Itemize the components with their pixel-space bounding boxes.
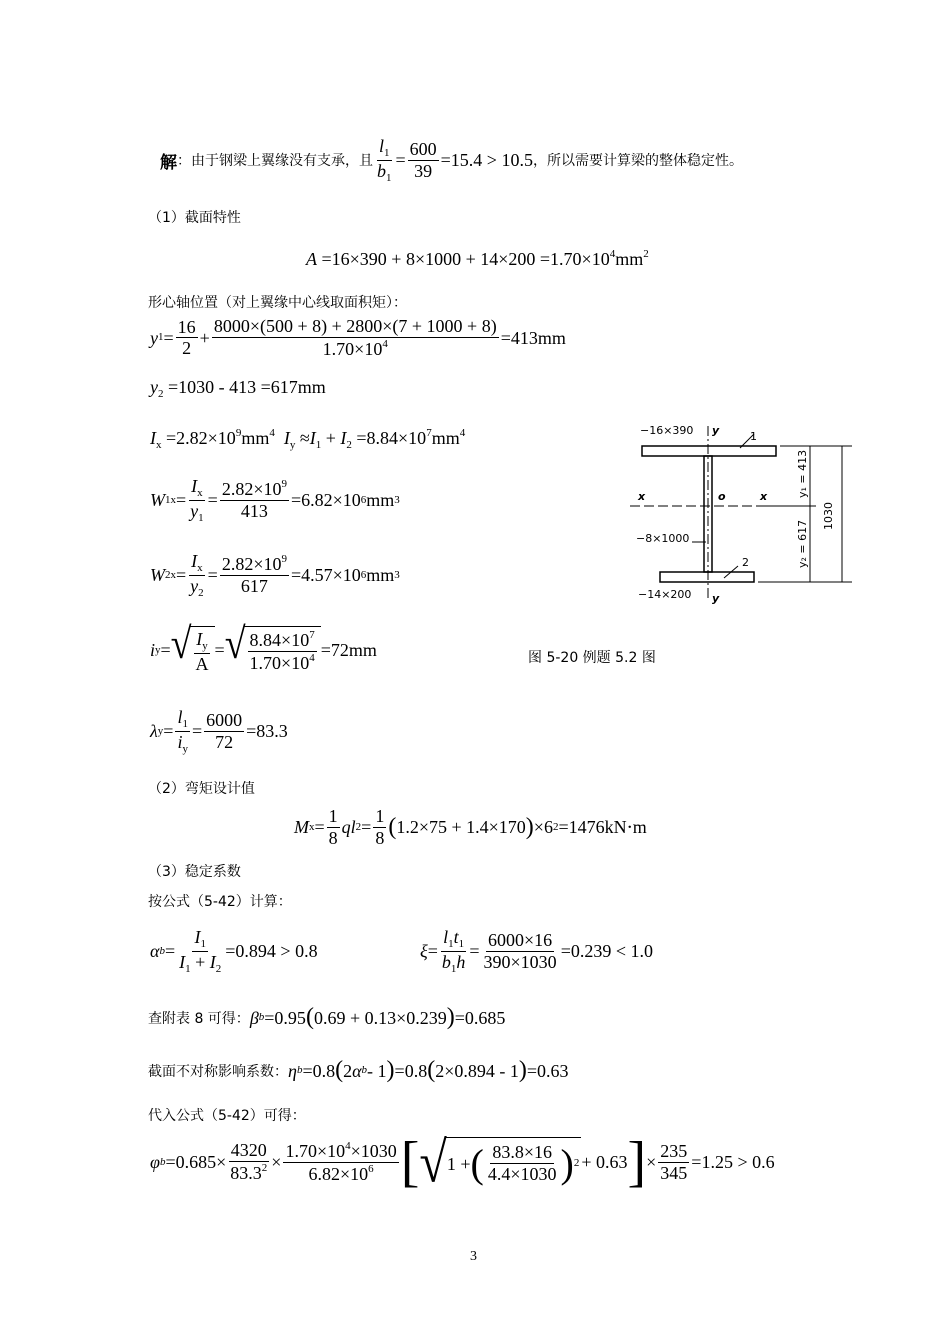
inner2: 2×0.894 - 1 bbox=[435, 1060, 519, 1081]
den: 617 bbox=[240, 576, 268, 597]
phi-sub: b bbox=[159, 1155, 166, 1168]
w1x-formula bbox=[150, 476, 400, 524]
moment-formula bbox=[294, 806, 647, 848]
den-exp: 2 bbox=[261, 1162, 268, 1174]
num-t-sub: 1 bbox=[458, 938, 465, 950]
result-exp: 6 bbox=[360, 568, 367, 581]
num-sub: 1 bbox=[200, 938, 206, 950]
frac-4320 bbox=[228, 1140, 269, 1183]
ix-unit: mm bbox=[241, 428, 270, 448]
beta-expr: =0.95 bbox=[264, 1007, 306, 1028]
result: =72mm bbox=[320, 640, 377, 661]
b1-symbol: b bbox=[377, 160, 386, 181]
iy-exp: 7 bbox=[426, 427, 432, 439]
alpha-sub: b bbox=[361, 1064, 368, 1076]
frac-83-8 bbox=[486, 1142, 559, 1184]
plus: + bbox=[199, 327, 210, 348]
num-sub: y bbox=[202, 640, 208, 652]
mark-2: 2 bbox=[742, 556, 749, 569]
num: I bbox=[196, 629, 203, 649]
web-label: −8×1000 bbox=[636, 532, 690, 545]
inner: 1.2×75 + 1.4×170 bbox=[396, 817, 526, 838]
y1-frac-1 bbox=[176, 317, 198, 359]
l1-symbol: l bbox=[378, 136, 384, 156]
num-t: t bbox=[453, 927, 459, 947]
num: 8000×(500 + 8) + 2800×(7 + 1000 + 8) bbox=[213, 316, 497, 336]
eq2: = bbox=[191, 721, 203, 742]
den: y bbox=[190, 575, 199, 596]
den-b: b bbox=[441, 951, 451, 972]
num-sub: 1 bbox=[182, 718, 188, 730]
frac-ix-y1 bbox=[188, 476, 206, 524]
num-sub: x bbox=[197, 562, 203, 574]
one-plus: 1 + bbox=[446, 1153, 471, 1174]
i-sub: y bbox=[155, 643, 161, 656]
num: 8.84×10 bbox=[249, 630, 310, 651]
beta-sub: b bbox=[258, 1011, 265, 1023]
y2-dim-label: y₂ = 617 bbox=[796, 519, 809, 568]
eta-sub: b bbox=[296, 1064, 303, 1076]
frac-values bbox=[482, 930, 559, 972]
y-bottom-label: y bbox=[712, 592, 720, 605]
formula-reference: 按公式（5-42）计算： bbox=[148, 894, 292, 910]
alpha-formula bbox=[150, 927, 318, 975]
eq2: = bbox=[207, 565, 218, 586]
unit-exp: 3 bbox=[394, 568, 400, 581]
i1-sub: 1 bbox=[315, 439, 322, 451]
section-1-heading: （1）截面特性 bbox=[148, 210, 241, 226]
i2-symbol: I bbox=[340, 428, 347, 448]
intro-text-1: 由于钢梁上翼缘没有支承，且 bbox=[191, 153, 373, 170]
unit: mm bbox=[366, 565, 395, 586]
result: =4.57×10 bbox=[290, 565, 361, 586]
frac-values bbox=[220, 553, 289, 596]
w-sub: 2x bbox=[165, 568, 176, 581]
den: i bbox=[177, 731, 183, 752]
ratio-den: 39 bbox=[414, 160, 433, 181]
y1-frac-2 bbox=[212, 316, 499, 359]
radical-sign: √ bbox=[170, 620, 192, 669]
ratio-num: 600 bbox=[409, 138, 437, 159]
w2x-formula bbox=[150, 551, 400, 599]
den-b-sub: 1 bbox=[450, 962, 457, 975]
eta-label: 截面不对称影响系数： bbox=[148, 1063, 288, 1080]
times-exp: 2 bbox=[552, 820, 559, 833]
times: ×6 bbox=[533, 817, 553, 838]
den: y bbox=[190, 500, 199, 521]
num-exp: 4 bbox=[345, 1139, 351, 1152]
times2: × bbox=[646, 1152, 657, 1172]
eq: = bbox=[427, 941, 438, 962]
y1-formula bbox=[150, 316, 566, 359]
lparen: ( bbox=[305, 1004, 314, 1030]
den-exp: 6 bbox=[368, 1162, 374, 1175]
top-flange-label: −16×390 bbox=[640, 424, 694, 437]
area-symbol: A bbox=[306, 249, 317, 269]
num: 83.8×16 bbox=[492, 1142, 552, 1163]
y2-sub: 2 bbox=[158, 388, 164, 400]
intro-line bbox=[160, 136, 743, 184]
xi-formula bbox=[420, 927, 653, 975]
radical-sign: √ bbox=[419, 1129, 447, 1195]
lparen1: ( bbox=[335, 1057, 344, 1083]
eta-symbol: η bbox=[288, 1060, 297, 1081]
i1-symbol: I bbox=[309, 428, 316, 448]
den: 8 bbox=[375, 827, 385, 848]
den: 6.82×10 bbox=[308, 1163, 369, 1184]
phi-symbol: φ bbox=[150, 1152, 160, 1172]
rparen: ) bbox=[560, 1140, 574, 1186]
phi-label: 代入公式（5-42）可得： bbox=[148, 1108, 306, 1124]
lparen: ( bbox=[470, 1140, 484, 1186]
num: 4320 bbox=[230, 1140, 267, 1161]
ix-unit-exp: 4 bbox=[269, 427, 275, 439]
b1-sub: 1 bbox=[386, 171, 392, 184]
den-sub: 2 bbox=[198, 586, 204, 599]
ql: ql bbox=[341, 817, 356, 838]
result: =83.3 bbox=[246, 721, 288, 742]
m-symbol: M bbox=[294, 817, 309, 838]
den-exp: 4 bbox=[309, 652, 315, 665]
rbracket: ] bbox=[627, 1131, 647, 1193]
eq2: = bbox=[361, 817, 372, 838]
den-plus: + bbox=[190, 951, 210, 972]
rparen2: ) bbox=[518, 1057, 527, 1083]
ix-value: =2.82×10 bbox=[161, 428, 236, 448]
inner: 0.69 + 0.13×0.239 bbox=[313, 1007, 447, 1028]
frac-l1-iy bbox=[175, 707, 190, 755]
frac-l1t1-b1h bbox=[440, 927, 468, 975]
mark-1: 1 bbox=[750, 430, 757, 443]
eq-sign: = bbox=[395, 150, 406, 171]
num-l: l bbox=[443, 927, 449, 947]
rparen: ) bbox=[525, 814, 534, 841]
den-a: I bbox=[179, 951, 186, 972]
unit-exp: 3 bbox=[394, 493, 400, 506]
eq: = bbox=[164, 941, 176, 962]
eq: = bbox=[176, 565, 187, 586]
bottom-flange-label: −14×200 bbox=[638, 588, 692, 601]
frac-235-345 bbox=[658, 1141, 689, 1183]
frac-i1-i1i2 bbox=[177, 927, 223, 975]
i2-sub: 2 bbox=[346, 439, 352, 451]
lparen2: ( bbox=[427, 1057, 436, 1083]
eta-line bbox=[148, 1057, 569, 1084]
lparen: ( bbox=[388, 814, 397, 841]
iy-unit-exp: 4 bbox=[459, 427, 466, 439]
ix-exp: 9 bbox=[235, 427, 242, 439]
num: 16 bbox=[177, 316, 196, 337]
num-rest: ×1030 bbox=[350, 1140, 397, 1161]
bottom-flange bbox=[660, 572, 754, 582]
l1-sub: 1 bbox=[384, 147, 390, 159]
section-2-heading: （2）弯矩设计值 bbox=[148, 781, 255, 797]
rparen: ) bbox=[446, 1004, 455, 1030]
inertia-formula bbox=[150, 428, 465, 451]
eq: = bbox=[163, 721, 174, 742]
y2-expression: =1030 - 413 =617mm bbox=[163, 377, 326, 397]
xi-symbol: ξ bbox=[420, 941, 428, 962]
area-unit: mm bbox=[615, 249, 644, 269]
alpha-sub: b bbox=[159, 944, 165, 957]
den: 390×1030 bbox=[483, 951, 557, 972]
den: 413 bbox=[240, 501, 268, 522]
i-beam-section-figure bbox=[620, 418, 860, 608]
plus-063: + 0.63 bbox=[581, 1152, 628, 1172]
origin-label: o bbox=[718, 490, 726, 503]
plus: + bbox=[321, 428, 341, 448]
num: 1 bbox=[328, 806, 338, 826]
frac-1-8 bbox=[327, 806, 340, 848]
den: A bbox=[195, 653, 209, 674]
slenderness-ratio-fraction bbox=[375, 136, 394, 184]
two: 2 bbox=[343, 1060, 353, 1081]
result: =0.894 > 0.8 bbox=[225, 941, 318, 962]
y1-symbol: y bbox=[150, 327, 158, 348]
den: 72 bbox=[215, 731, 234, 752]
den: 8 bbox=[328, 827, 338, 848]
eq2: = bbox=[214, 640, 225, 661]
den-sub: y bbox=[182, 742, 188, 755]
frac-values bbox=[204, 710, 244, 752]
i-beam-shape bbox=[642, 446, 776, 582]
num-exp: 7 bbox=[309, 629, 315, 642]
rparen1: ) bbox=[386, 1057, 395, 1083]
beta-label: 查附表 8 可得： bbox=[148, 1010, 250, 1027]
den: 2 bbox=[182, 338, 192, 359]
den: 4.4×1030 bbox=[487, 1164, 557, 1184]
area-unit-exp: 2 bbox=[643, 248, 649, 260]
sq-exp: 2 bbox=[573, 1157, 580, 1169]
beta-line bbox=[148, 1004, 505, 1031]
num: 235 bbox=[660, 1140, 688, 1161]
lambda-symbol: λ bbox=[150, 721, 158, 742]
num: 2.82×10 bbox=[221, 479, 282, 500]
x-right-label: x bbox=[760, 490, 768, 503]
iy-sub: y bbox=[289, 439, 296, 451]
eq: = bbox=[314, 817, 325, 838]
num-sub: x bbox=[197, 487, 203, 499]
approx: ≈ bbox=[295, 428, 310, 448]
result: =1.25 > 0.6 bbox=[691, 1152, 775, 1172]
lambda-sub: y bbox=[157, 724, 164, 737]
num-exp: 9 bbox=[281, 553, 287, 566]
den-b-sub: 2 bbox=[215, 962, 222, 975]
frac-ix-y2 bbox=[188, 551, 206, 599]
beta-symbol: β bbox=[249, 1007, 259, 1028]
figure-caption: 图 5-20 例题 5.2 图 bbox=[528, 650, 656, 666]
iy-unit: mm bbox=[431, 428, 460, 448]
result: =0.239 < 1.0 bbox=[560, 941, 653, 962]
num: 6000×16 bbox=[488, 929, 553, 950]
den-sub: 1 bbox=[198, 511, 204, 524]
phi-sqrt bbox=[419, 1129, 581, 1195]
colon: ： bbox=[177, 153, 191, 170]
phi-expr: =0.685× bbox=[165, 1152, 227, 1172]
minus1: - 1 bbox=[367, 1060, 387, 1081]
centroid-label: 形心轴位置（对上翼缘中心线取面积矩）： bbox=[148, 295, 407, 311]
alpha: α bbox=[352, 1060, 362, 1081]
y-top-label: y bbox=[712, 424, 720, 437]
num: I bbox=[191, 551, 198, 571]
y1-sub: 1 bbox=[158, 331, 164, 344]
den: 83.3 bbox=[230, 1163, 262, 1183]
result: =6.82×10 bbox=[290, 490, 361, 511]
eq: = bbox=[176, 490, 187, 511]
unit: mm bbox=[366, 490, 395, 511]
radical-sign: √ bbox=[224, 620, 246, 669]
num: l bbox=[177, 707, 183, 727]
eq: = bbox=[160, 640, 171, 661]
result: =1476kN⋅m bbox=[558, 817, 647, 838]
den: 1.70×10 bbox=[322, 338, 383, 359]
y2-symbol: y bbox=[150, 377, 158, 397]
frac-area-wx bbox=[283, 1140, 398, 1184]
section-3-heading: （3）稳定系数 bbox=[148, 864, 241, 880]
area-expression: =16×390 + 8×1000 + 14×200 =1.70×10 bbox=[317, 249, 610, 269]
sqrt-2 bbox=[224, 620, 321, 674]
num: 1 bbox=[375, 806, 385, 826]
ix-sub: x bbox=[156, 439, 162, 451]
eq2: = bbox=[469, 941, 480, 962]
eq: = bbox=[163, 327, 174, 348]
ix-symbol: I bbox=[150, 428, 156, 448]
lbracket: [ bbox=[400, 1131, 420, 1193]
num: 6000 bbox=[206, 709, 243, 730]
i-symbol: i bbox=[150, 640, 156, 661]
y1-dim-label: y₁ = 413 bbox=[796, 449, 809, 498]
iy-symbol: I bbox=[283, 428, 290, 448]
w-sub: 1x bbox=[165, 493, 176, 506]
phi-formula bbox=[150, 1129, 775, 1195]
area-exp: 4 bbox=[609, 248, 616, 260]
ratio-result: =15.4 > 10.5 bbox=[440, 150, 533, 171]
den-b: I bbox=[209, 951, 216, 972]
num: I bbox=[191, 476, 198, 496]
eq2: = bbox=[207, 490, 218, 511]
alpha-symbol: α bbox=[150, 941, 160, 962]
sqrt-1 bbox=[170, 620, 215, 674]
num-exp: 9 bbox=[281, 478, 287, 491]
page-number: 3 bbox=[470, 1249, 477, 1264]
m-sub: x bbox=[309, 820, 315, 833]
x-left-label: x bbox=[638, 490, 646, 503]
intro-text-2: ，所以需要计算梁的整体稳定性。 bbox=[532, 153, 743, 170]
frac-values bbox=[220, 478, 289, 521]
den: 1.70×10 bbox=[249, 653, 310, 674]
num: 1.70×10 bbox=[285, 1140, 346, 1161]
times: × bbox=[271, 1152, 282, 1172]
den-a-sub: 1 bbox=[185, 962, 191, 975]
num: I bbox=[194, 927, 201, 947]
den-exp: 4 bbox=[382, 337, 388, 350]
solution-label: 解 bbox=[160, 152, 177, 173]
iy-value: =8.84×10 bbox=[351, 428, 427, 448]
lambda-formula bbox=[150, 707, 288, 755]
area-formula bbox=[306, 249, 649, 268]
y1-result: =413mm bbox=[500, 327, 566, 348]
eta-expr2: =0.8 bbox=[394, 1060, 428, 1081]
eta-expr1: =0.8 bbox=[302, 1060, 336, 1081]
ratio-600-39 bbox=[408, 139, 439, 181]
num-l-sub: 1 bbox=[448, 938, 454, 950]
frac-1-8-b bbox=[373, 806, 386, 848]
iy-formula bbox=[150, 620, 377, 674]
result: =0.63 bbox=[526, 1060, 569, 1081]
den-h: h bbox=[456, 951, 466, 972]
num: 2.82×10 bbox=[221, 554, 282, 575]
height-dim-label: 1030 bbox=[822, 502, 835, 530]
w-symbol: W bbox=[150, 565, 165, 586]
ql-exp: 2 bbox=[355, 820, 362, 833]
y2-formula bbox=[150, 378, 326, 400]
den: 345 bbox=[660, 1162, 688, 1183]
top-flange bbox=[642, 446, 776, 456]
result: =0.685 bbox=[454, 1007, 506, 1028]
result-exp: 6 bbox=[360, 493, 367, 506]
w-symbol: W bbox=[150, 490, 165, 511]
